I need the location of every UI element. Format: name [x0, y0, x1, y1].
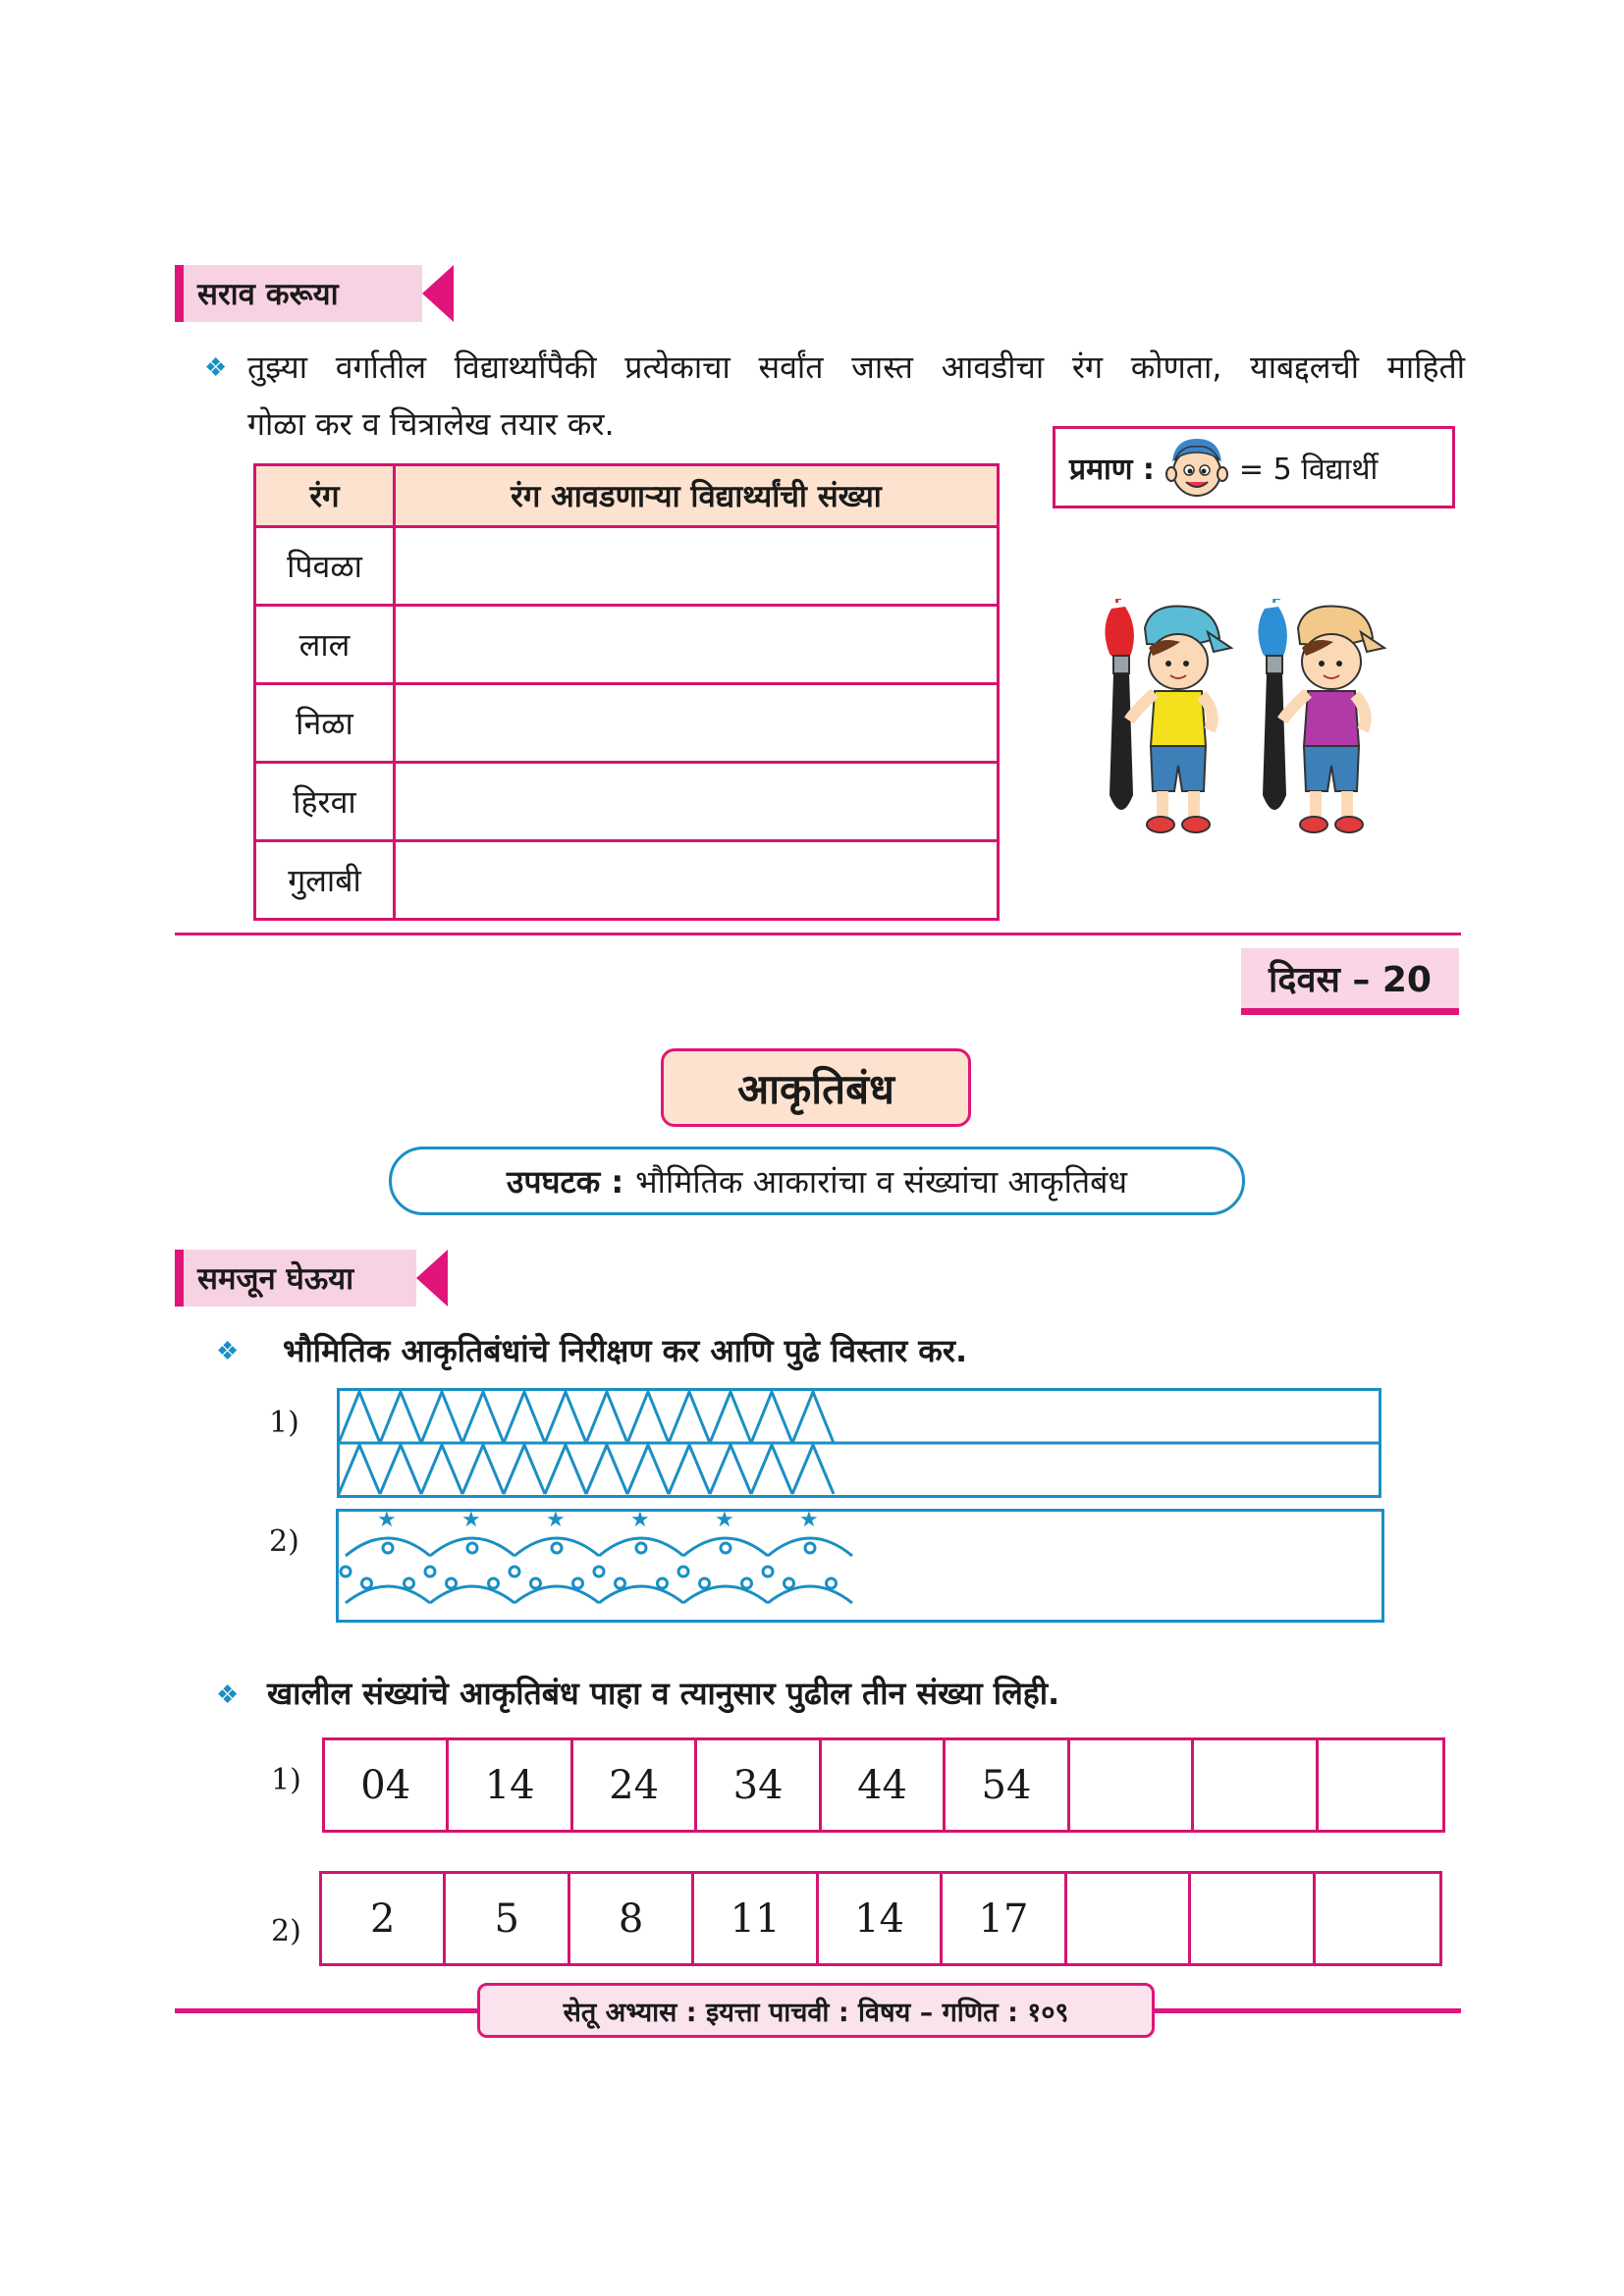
- section-divider: [175, 933, 1461, 935]
- answer-cell[interactable]: [1067, 1874, 1191, 1963]
- count-cell[interactable]: [395, 606, 999, 684]
- dot-shape: [425, 1567, 435, 1576]
- dot-shape: [489, 1578, 499, 1588]
- table-row: [255, 841, 999, 920]
- count-cell[interactable]: [395, 841, 999, 920]
- sequence-cell: 14: [819, 1874, 943, 1963]
- practice-question-line1: तुझ्या वर्गातील विद्यार्थ्यांपैकी प्रत्येकाचा सर्वांत जास्त आवडीचा रंग कोणता, याबद्दलची माहिती: [247, 348, 1465, 386]
- page-footer: सेतू अभ्यास : इयत्ता पाचवी : विषय – गणित : १०९: [477, 1983, 1155, 2038]
- dot-shape: [658, 1578, 668, 1588]
- dot-shape: [383, 1543, 393, 1553]
- dot-shape: [405, 1578, 414, 1588]
- sequence-cell: 14: [449, 1740, 572, 1830]
- dot-shape: [510, 1567, 519, 1576]
- table-row: [255, 606, 999, 684]
- table-row: [255, 763, 999, 841]
- answer-cell[interactable]: [1319, 1740, 1442, 1830]
- arc-shape: [599, 1586, 683, 1603]
- number-sequence-row: [322, 1737, 1445, 1833]
- dot-shape: [805, 1543, 815, 1553]
- color-cell: हिरवा: [255, 763, 395, 841]
- dot-shape: [700, 1578, 710, 1588]
- arc-shape: [430, 1586, 514, 1603]
- sequence-cell: 54: [946, 1740, 1069, 1830]
- pattern-number: 1): [269, 1406, 299, 1440]
- color-cell: निळा: [255, 684, 395, 763]
- count-cell[interactable]: [395, 527, 999, 606]
- triangle-pattern: [337, 1388, 1381, 1498]
- table-row: [255, 527, 999, 606]
- scale-box: [1053, 426, 1455, 508]
- sequence-cell: 11: [694, 1874, 818, 1963]
- color-table: [253, 463, 1000, 921]
- dot-shape: [362, 1578, 372, 1588]
- star-icon: ★: [715, 1509, 734, 1532]
- color-cell: लाल: [255, 606, 395, 684]
- triangle-shape: [339, 1445, 834, 1494]
- paintbrush-icon: [1258, 599, 1286, 810]
- sequence-number: 1): [271, 1763, 301, 1797]
- arc-shape: [768, 1586, 852, 1603]
- dot-shape: [531, 1578, 541, 1588]
- dot-shape: [827, 1578, 837, 1588]
- pattern-number: 2): [269, 1524, 299, 1559]
- star-icon: ★: [461, 1509, 481, 1532]
- sequence-cell: 34: [697, 1740, 821, 1830]
- smiley-face-icon: [1163, 435, 1231, 500]
- sequence-cell: 2: [322, 1874, 446, 1963]
- dot-shape: [447, 1578, 457, 1588]
- answer-cell[interactable]: [1316, 1874, 1439, 1963]
- diamond-bullet-icon: ❖: [216, 1681, 240, 1710]
- table-row: [255, 684, 999, 763]
- answer-cell[interactable]: [1194, 1740, 1318, 1830]
- count-cell[interactable]: [395, 763, 999, 841]
- day-label: दिवस – 20: [1241, 948, 1459, 1015]
- understand-heading: समजून घेऊया: [175, 1250, 416, 1307]
- number-sequence-row: [319, 1871, 1442, 1966]
- answer-cell[interactable]: [1191, 1874, 1315, 1963]
- practice-question-line2: गोळा कर व चित्रालेख तयार कर.: [247, 405, 615, 443]
- table-header-color: रंग: [255, 465, 395, 527]
- pattern-question: भौमितिक आकृतिबंधांचे निरीक्षण कर आणि पुढे विस्तार कर.: [283, 1332, 968, 1369]
- scale-label: प्रमाण :: [1069, 452, 1155, 487]
- color-cell: गुलाबी: [255, 841, 395, 920]
- dot-shape: [763, 1567, 773, 1576]
- arc-shape: [514, 1586, 599, 1603]
- star-icon: ★: [799, 1509, 819, 1532]
- dot-shape: [467, 1543, 477, 1553]
- practice-heading: सराव करूया: [175, 265, 422, 322]
- star-icon: ★: [630, 1509, 650, 1532]
- sequence-question: खालील संख्यांचे आकृतिबंध पाहा व त्यानुसार पुढील तीन संख्या लिही.: [267, 1675, 1060, 1712]
- sequence-cell: 5: [446, 1874, 569, 1963]
- subunit-label: उपघटक :: [506, 1162, 624, 1201]
- dot-shape: [573, 1578, 583, 1588]
- paintbrush-icon: [1105, 599, 1133, 810]
- dot-shape: [721, 1543, 731, 1553]
- arc-shape: [346, 1586, 430, 1603]
- scale-value: = 5 विद्यार्थी: [1238, 452, 1379, 487]
- table-header-count: रंग आवडणाऱ्या विद्यार्थ्यांची संख्या: [395, 465, 999, 527]
- arc-shape: [683, 1586, 768, 1603]
- subunit-box: [389, 1147, 1245, 1215]
- dot-shape: [678, 1567, 688, 1576]
- painter-kids-illustration: [1090, 599, 1404, 854]
- sequence-cell: 17: [943, 1874, 1066, 1963]
- sequence-number: 2): [271, 1914, 301, 1949]
- dot-shape: [552, 1543, 562, 1553]
- sequence-cell: 24: [573, 1740, 697, 1830]
- color-cell: पिवळा: [255, 527, 395, 606]
- triangle-shape: [339, 1392, 834, 1443]
- sequence-cell: 8: [570, 1874, 694, 1963]
- sequence-cell: 04: [325, 1740, 449, 1830]
- subunit-text: भौमितिक आकारांचा व संख्यांचा आकृतिबंध: [635, 1162, 1128, 1201]
- dot-shape: [341, 1567, 351, 1576]
- diamond-bullet-icon: ❖: [216, 1337, 240, 1366]
- star-icon: ★: [546, 1509, 566, 1532]
- count-cell[interactable]: [395, 684, 999, 763]
- dot-shape: [785, 1578, 794, 1588]
- arc-star-pattern: [336, 1509, 1384, 1623]
- arc-star-row: [341, 1509, 852, 1603]
- dot-shape: [742, 1578, 752, 1588]
- answer-cell[interactable]: [1070, 1740, 1194, 1830]
- star-icon: ★: [377, 1509, 397, 1532]
- chapter-title: आकृतिबंध: [661, 1048, 971, 1127]
- dot-shape: [616, 1578, 625, 1588]
- dot-shape: [636, 1543, 646, 1553]
- sequence-cell: 44: [822, 1740, 946, 1830]
- diamond-bullet-icon: ❖: [204, 353, 228, 383]
- dot-shape: [594, 1567, 604, 1576]
